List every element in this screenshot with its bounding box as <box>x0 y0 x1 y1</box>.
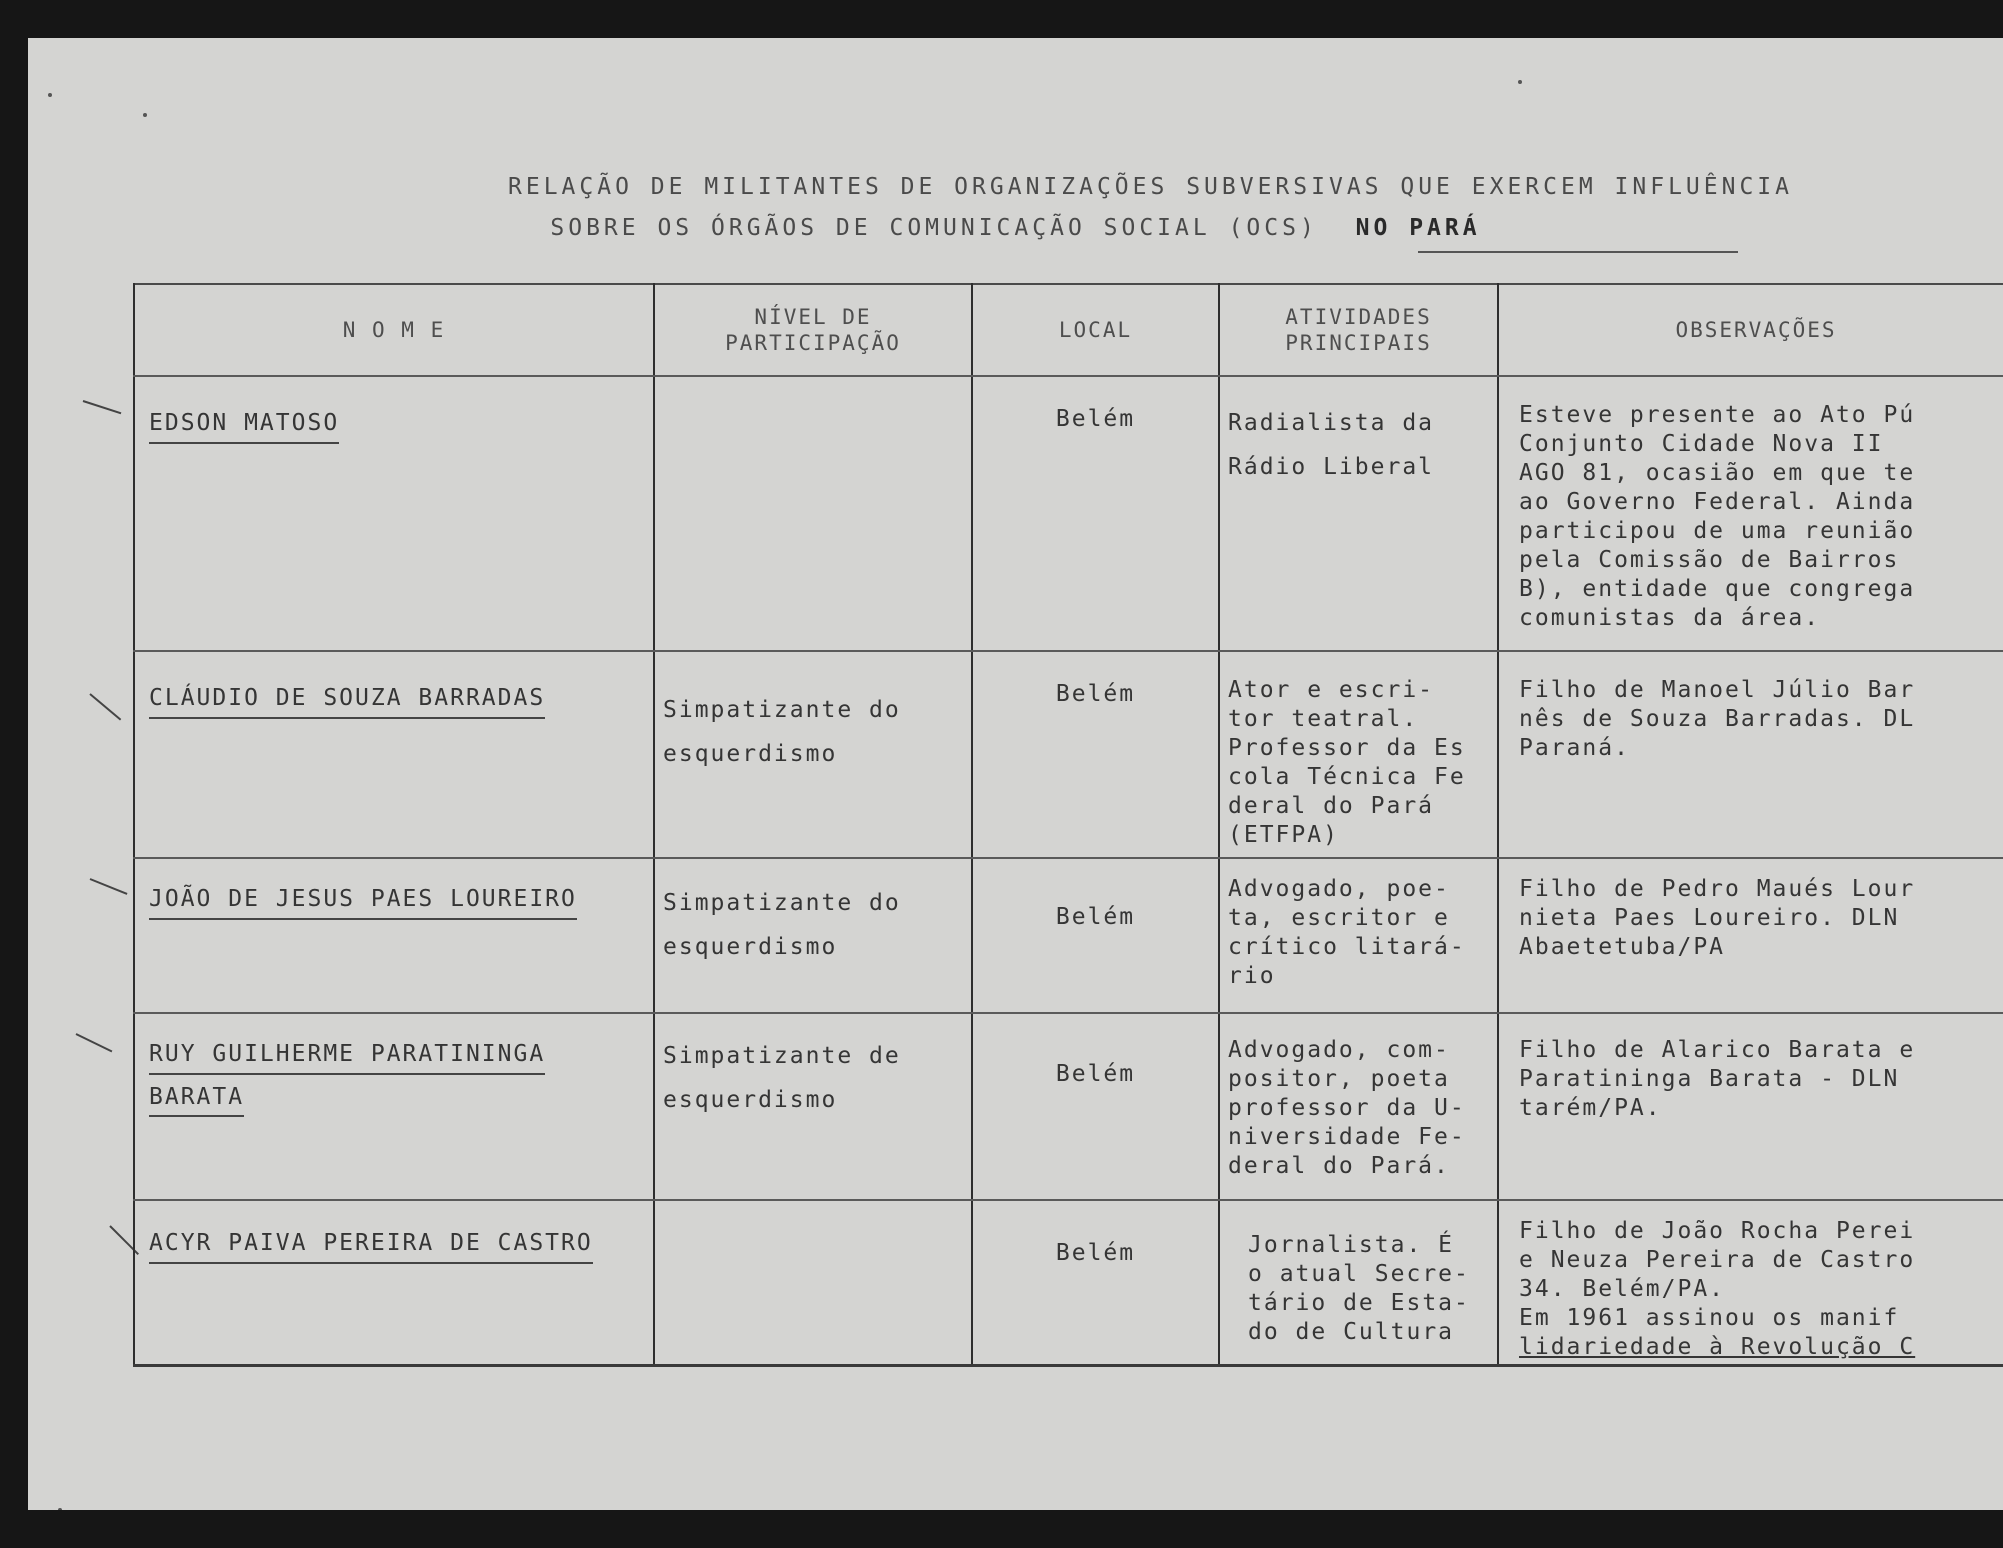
margin-tick-mark <box>76 1033 113 1052</box>
column-header-nome: N O M E <box>134 284 654 376</box>
ativ-line: professor da U- <box>1228 1095 1466 1121</box>
obs-line: nês de Souza Barradas. DL <box>1519 706 1916 732</box>
cell-observacoes <box>1498 651 2003 858</box>
margin-tick-mark <box>89 693 121 720</box>
cell-nivel <box>654 376 972 651</box>
table-row <box>134 651 2003 858</box>
table-row <box>134 858 2003 1013</box>
ativ-line: deral do Pará. <box>1228 1153 1450 1179</box>
cell-local: Belém <box>972 376 1219 651</box>
table-row <box>134 376 2003 651</box>
ativ-line: cola Técnica Fe <box>1228 764 1466 790</box>
scan-speck <box>58 1508 62 1510</box>
cell-observacoes <box>1498 376 2003 651</box>
obs-line: comunistas da área. <box>1519 605 1821 631</box>
obs-line: lidariedade à Revolução C <box>1519 1334 1916 1360</box>
obs-line: Paraná. <box>1519 735 1630 761</box>
ativ-line: tor teatral. <box>1228 706 1419 732</box>
cell-local: Belém <box>972 651 1219 858</box>
obs-line: nieta Paes Loureiro. DLN <box>1519 905 1900 931</box>
obs-line: Filho de Alarico Barata e <box>1519 1037 1916 1063</box>
scan-speck <box>143 113 147 117</box>
document-title-line-2-text: SOBRE OS ÓRGÃOS DE COMUNICAÇÃO SOCIAL (OCS) <box>550 215 1318 241</box>
cell-atividades <box>1219 376 1498 651</box>
ativ-line: tário de Esta- <box>1248 1290 1470 1316</box>
militants-table <box>133 283 2003 1367</box>
nivel-line: Simpatizante do <box>663 697 901 723</box>
column-header-nivel <box>654 284 972 376</box>
column-header-nivel-line-2: PARTICIPAÇÃO <box>725 331 901 355</box>
person-name: ACYR PAIVA PEREIRA DE CASTRO <box>149 1225 593 1264</box>
cell-observacoes <box>1498 1200 2003 1365</box>
scan-speck <box>1518 80 1522 84</box>
ativ-line: Advogado, com- <box>1228 1037 1450 1063</box>
margin-tick-mark <box>83 400 122 414</box>
ativ-line: (ETFPA) <box>1228 822 1339 848</box>
column-header-local: LOCAL <box>972 284 1219 376</box>
cell-nome <box>134 1013 654 1200</box>
person-name: RUY GUILHERME PARATININGA <box>149 1036 545 1075</box>
table-row <box>134 1013 2003 1200</box>
cell-nivel <box>654 858 972 1013</box>
ativ-line: rio <box>1228 963 1276 989</box>
person-name: EDSON MATOSO <box>149 405 339 444</box>
obs-line: Filho de Manoel Júlio Bar <box>1519 677 1916 703</box>
document-sheet <box>28 38 2003 1510</box>
ativ-line: Advogado, poe- <box>1228 876 1450 902</box>
cell-observacoes <box>1498 858 2003 1013</box>
obs-line: AGO 81, ocasião em que te <box>1519 460 1916 486</box>
nivel-line: Simpatizante do <box>663 890 901 916</box>
obs-line: Esteve presente ao Ato Pú <box>1519 402 1916 428</box>
obs-line: participou de uma reunião <box>1519 518 1916 544</box>
ativ-line: Radialista da <box>1228 410 1435 436</box>
column-header-atividades-line-1: ATIVIDADES <box>1285 305 1432 329</box>
state-stamp: NO PARÁ <box>1355 215 1481 241</box>
column-header-atividades-line-2: PRINCIPAIS <box>1285 331 1432 355</box>
cell-atividades <box>1219 1013 1498 1200</box>
obs-line: Filho de Pedro Maués Lour <box>1519 876 1916 902</box>
ativ-line: deral do Pará <box>1228 793 1435 819</box>
ativ-line: niversidade Fe- <box>1228 1124 1466 1150</box>
ativ-line: Rádio Liberal <box>1228 454 1435 480</box>
obs-line: tarém/PA. <box>1519 1095 1662 1121</box>
table-row <box>134 1200 2003 1365</box>
title-underline <box>1418 251 1738 253</box>
cell-observacoes <box>1498 1013 2003 1200</box>
cell-nome <box>134 651 654 858</box>
cell-nivel <box>654 651 972 858</box>
person-name-continued: BARATA <box>149 1079 244 1117</box>
nivel-line: esquerdismo <box>663 934 838 960</box>
nivel-line: esquerdismo <box>663 1087 838 1113</box>
obs-line: Filho de João Rocha Perei <box>1519 1218 1916 1244</box>
obs-line: B), entidade que congrega <box>1519 576 1916 602</box>
person-name: JOÃO DE JESUS PAES LOUREIRO <box>149 881 577 920</box>
cell-atividades <box>1219 858 1498 1013</box>
obs-line: pela Comissão de Bairros <box>1519 547 1900 573</box>
obs-line: e Neuza Pereira de Castro <box>1519 1247 1916 1273</box>
ativ-line: Ator e escri- <box>1228 677 1435 703</box>
cell-atividades <box>1219 651 1498 858</box>
column-header-observacoes: OBSERVAÇÕES <box>1498 284 2003 376</box>
cell-nome <box>134 1200 654 1365</box>
cell-nivel <box>654 1013 972 1200</box>
cell-nivel <box>654 1200 972 1365</box>
obs-line: Conjunto Cidade Nova II <box>1519 431 1884 457</box>
column-header-atividades <box>1219 284 1498 376</box>
cell-local: Belém <box>972 1013 1219 1200</box>
ativ-line: Jornalista. É <box>1248 1232 1455 1258</box>
scan-speck <box>48 93 52 97</box>
ativ-line: do de Cultura <box>1248 1319 1455 1345</box>
person-name: CLÁUDIO DE SOUZA BARRADAS <box>149 680 545 719</box>
cell-nome <box>134 376 654 651</box>
ativ-line: o atual Secre- <box>1248 1261 1470 1287</box>
cell-nome <box>134 858 654 1013</box>
ativ-line: crítico litará- <box>1228 934 1466 960</box>
ativ-line: Professor da Es <box>1228 735 1466 761</box>
obs-line: ao Governo Federal. Ainda <box>1519 489 1916 515</box>
cell-local: Belém <box>972 858 1219 1013</box>
column-header-nivel-line-1: NÍVEL DE <box>754 305 872 329</box>
cell-local: Belém <box>972 1200 1219 1365</box>
document-title-line-1: RELAÇÃO DE MILITANTES DE ORGANIZAÇÕES SUBVERSIVAS QUE EXERCEM INFLUÊNCIA <box>508 174 1793 200</box>
cell-atividades <box>1219 1200 1498 1365</box>
nivel-line: esquerdismo <box>663 741 838 767</box>
obs-line: Em 1961 assinou os manif <box>1519 1305 1900 1331</box>
obs-line: Abaetetuba/PA <box>1519 934 1726 960</box>
nivel-line: Simpatizante de <box>663 1043 901 1069</box>
obs-line: Paratininga Barata - DLN <box>1519 1066 1900 1092</box>
ativ-line: positor, poeta <box>1228 1066 1450 1092</box>
table-header-row <box>134 284 2003 376</box>
obs-line: 34. Belém/PA. <box>1519 1276 1726 1302</box>
document-title-line-2 <box>28 215 2003 241</box>
margin-tick-mark <box>90 878 128 895</box>
ativ-line: ta, escritor e <box>1228 905 1450 931</box>
